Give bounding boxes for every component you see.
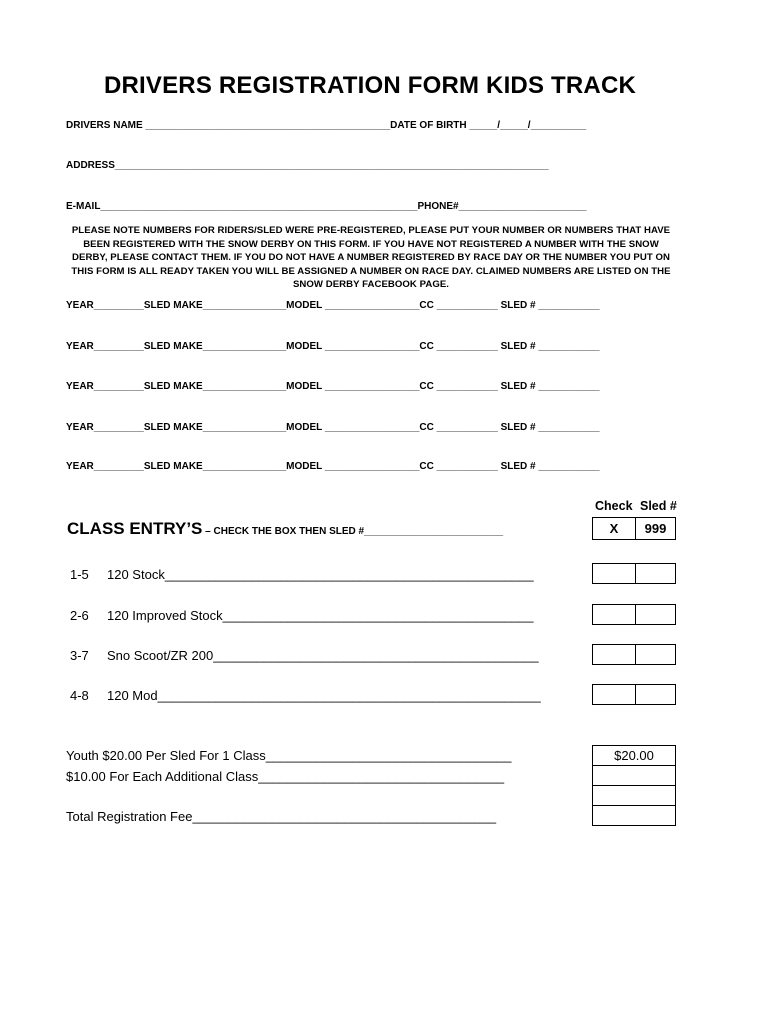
class-4-sled-box[interactable] (635, 684, 676, 705)
class-label-2: 120 Improved Stock___________________________________________ (107, 608, 534, 623)
example-check-box: X (592, 517, 636, 540)
sled-row-2[interactable]: YEAR_________SLED MAKE_______________MODEL _________________CC ___________ SLED # ___________ (66, 341, 600, 352)
class-entry-heading (67, 519, 503, 539)
total-fee-label: Total Registration Fee__________________________________________ (66, 809, 497, 824)
class-label-1: 120 Stock___________________________________________________ (107, 567, 534, 582)
sled-column-header: Sled # (640, 499, 677, 513)
total-fee-amount-box[interactable] (592, 805, 676, 826)
class-number-4: 4-8 (70, 688, 89, 703)
class-4-check-box[interactable] (592, 684, 636, 705)
youth-fee-amount-box: $20.00 (592, 745, 676, 766)
youth-fee-label: Youth $20.00 Per Sled For 1 Class__________________________________ (66, 748, 512, 763)
class-3-sled-box[interactable] (635, 644, 676, 665)
class-1-sled-box[interactable] (635, 563, 676, 584)
class-number-2: 2-6 (70, 608, 89, 623)
class-label-3: Sno Scoot/ZR 200_____________________________________________ (107, 648, 539, 663)
sled-row-4[interactable]: YEAR_________SLED MAKE_______________MODEL _________________CC ___________ SLED # ___________ (66, 422, 600, 433)
example-sled-box: 999 (635, 517, 676, 540)
sled-row-1[interactable]: YEAR_________SLED MAKE_______________MODEL _________________CC ___________ SLED # ___________ (66, 300, 600, 311)
drivers-name-field[interactable]: DRIVERS NAME ____________________________________________DATE OF BIRTH _____/_____/__________ (66, 120, 587, 131)
class-2-check-box[interactable] (592, 604, 636, 625)
form-title: DRIVERS REGISTRATION FORM KIDS TRACK (103, 72, 637, 99)
additional-fee-label: $10.00 For Each Additional Class__________________________________ (66, 769, 505, 784)
registration-notice: PLEASE NOTE NUMBERS FOR RIDERS/SLED WERE PRE-REGISTERED, PLEASE PUT YOUR NUMBER OR NUMBERS THAT HAVE BEEN REGISTERED WITH THE SNOW DERBY ON THIS FORM. IF YOU HAVE NOT REGISTERED A NUMBER WITH THE SNOW DERBY, PLEASE CONTACT THEM. IF YOU DO NOT HAVE A NUMBER REGISTERED BY RACE DAY OR THE NUMBER YOU PUT ON THIS FORM IS ALL READY TAKEN YOU WILL BE ASSIGNED A NUMBER ON RACE DAY. CLAIMED NUMBERS ARE LISTED ON THE SNOW DERBY FACEBOOK PAGE. (71, 225, 671, 291)
class-entry-title: CLASS ENTRY’S (67, 519, 203, 538)
sled-row-5[interactable]: YEAR_________SLED MAKE_______________MODEL _________________CC ___________ SLED # ___________ (66, 461, 600, 472)
class-entry-subtitle[interactable]: – CHECK THE BOX THEN SLED #_________________________ (202, 526, 504, 537)
class-1-check-box[interactable] (592, 563, 636, 584)
class-number-1: 1-5 (70, 567, 89, 582)
class-number-3: 3-7 (70, 648, 89, 663)
address-field[interactable]: ADDRESS______________________________________________________________________________ (66, 160, 549, 171)
additional-fee-amount-box[interactable] (592, 765, 676, 786)
class-2-sled-box[interactable] (635, 604, 676, 625)
blank-fee-box[interactable] (592, 785, 676, 806)
class-label-4: 120 Mod_____________________________________________________ (107, 688, 541, 703)
check-column-header: Check (595, 499, 633, 513)
sled-row-3[interactable]: YEAR_________SLED MAKE_______________MODEL _________________CC ___________ SLED # ___________ (66, 381, 600, 392)
class-3-check-box[interactable] (592, 644, 636, 665)
email-phone-field[interactable]: E-MAIL_________________________________________________________PHONE#_______________________ (66, 201, 587, 212)
